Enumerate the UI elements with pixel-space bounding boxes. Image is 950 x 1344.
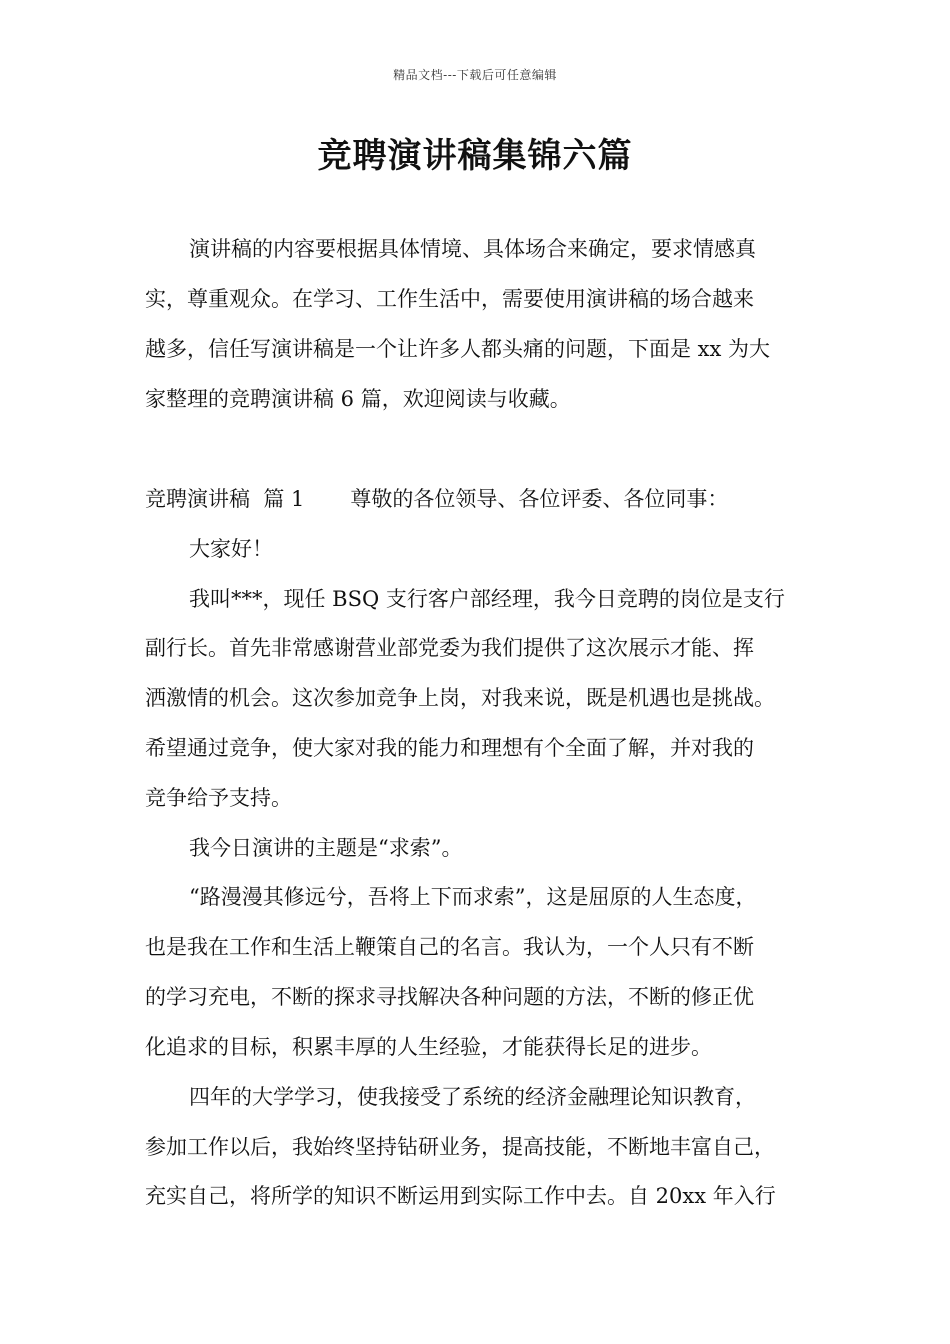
section-heading: 竞聘演讲稿 篇 1 xyxy=(145,487,305,511)
body-line: 我叫***，现任 BSQ 支行客户部经理，我今日竞聘的岗位是支行 xyxy=(189,587,785,611)
body-line: 副行长。首先非常感谢营业部党委为我们提供了这次展示才能、挥 xyxy=(145,636,754,660)
section-heading-row xyxy=(145,489,728,510)
document-title: 竞聘演讲稿集锦六篇 xyxy=(317,136,633,176)
body-line: 化追求的目标，积累丰厚的人生经验，才能获得长足的进步。 xyxy=(145,1035,712,1059)
body-line: 希望通过竞争，使大家对我的能力和理想有个全面了解，并对我的 xyxy=(145,736,754,760)
body-line: 大家好！ xyxy=(189,537,273,561)
header-note: 精品文档---下载后可任意编辑 xyxy=(393,68,557,82)
body-line: 也是我在工作和生活上鞭策自己的名言。我认为，一个人只有不断 xyxy=(145,935,754,959)
salutation: 尊敬的各位领导、各位评委、各位同事： xyxy=(350,487,729,511)
body-line: 参加工作以后，我始终坚持钻研业务，提高技能，不断地丰富自己， xyxy=(145,1135,775,1159)
intro-line: 家整理的竞聘演讲稿 6 篇，欢迎阅读与收藏。 xyxy=(145,387,571,411)
body-line: 充实自己，将所学的知识不断运用到实际工作中去。自 20xx 年入行 xyxy=(145,1184,776,1208)
body-line: 四年的大学学习，使我接受了系统的经济金融理论知识教育， xyxy=(189,1085,756,1109)
intro-line: 演讲稿的内容要根据具体情境、具体场合来确定，要求情感真 xyxy=(189,237,756,261)
body-line: 竞争给予支持。 xyxy=(145,786,292,810)
intro-line: 实，尊重观众。在学习、工作生活中，需要使用演讲稿的场合越来 xyxy=(145,287,754,311)
body-line: “路漫漫其修远兮，吾将上下而求索”，这是屈原的人生态度， xyxy=(189,885,757,909)
body-line: 我今日演讲的主题是“求索”。 xyxy=(189,836,463,860)
body-line: 洒激情的机会。这次参加竞争上岗，对我来说，既是机遇也是挑战。 xyxy=(145,686,775,710)
intro-line: 越多，信任写演讲稿是一个让许多人都头痛的问题，下面是 xx 为大 xyxy=(145,337,771,361)
body-line: 的学习充电，不断的探求寻找解决各种问题的方法，不断的修正优 xyxy=(145,985,754,1009)
